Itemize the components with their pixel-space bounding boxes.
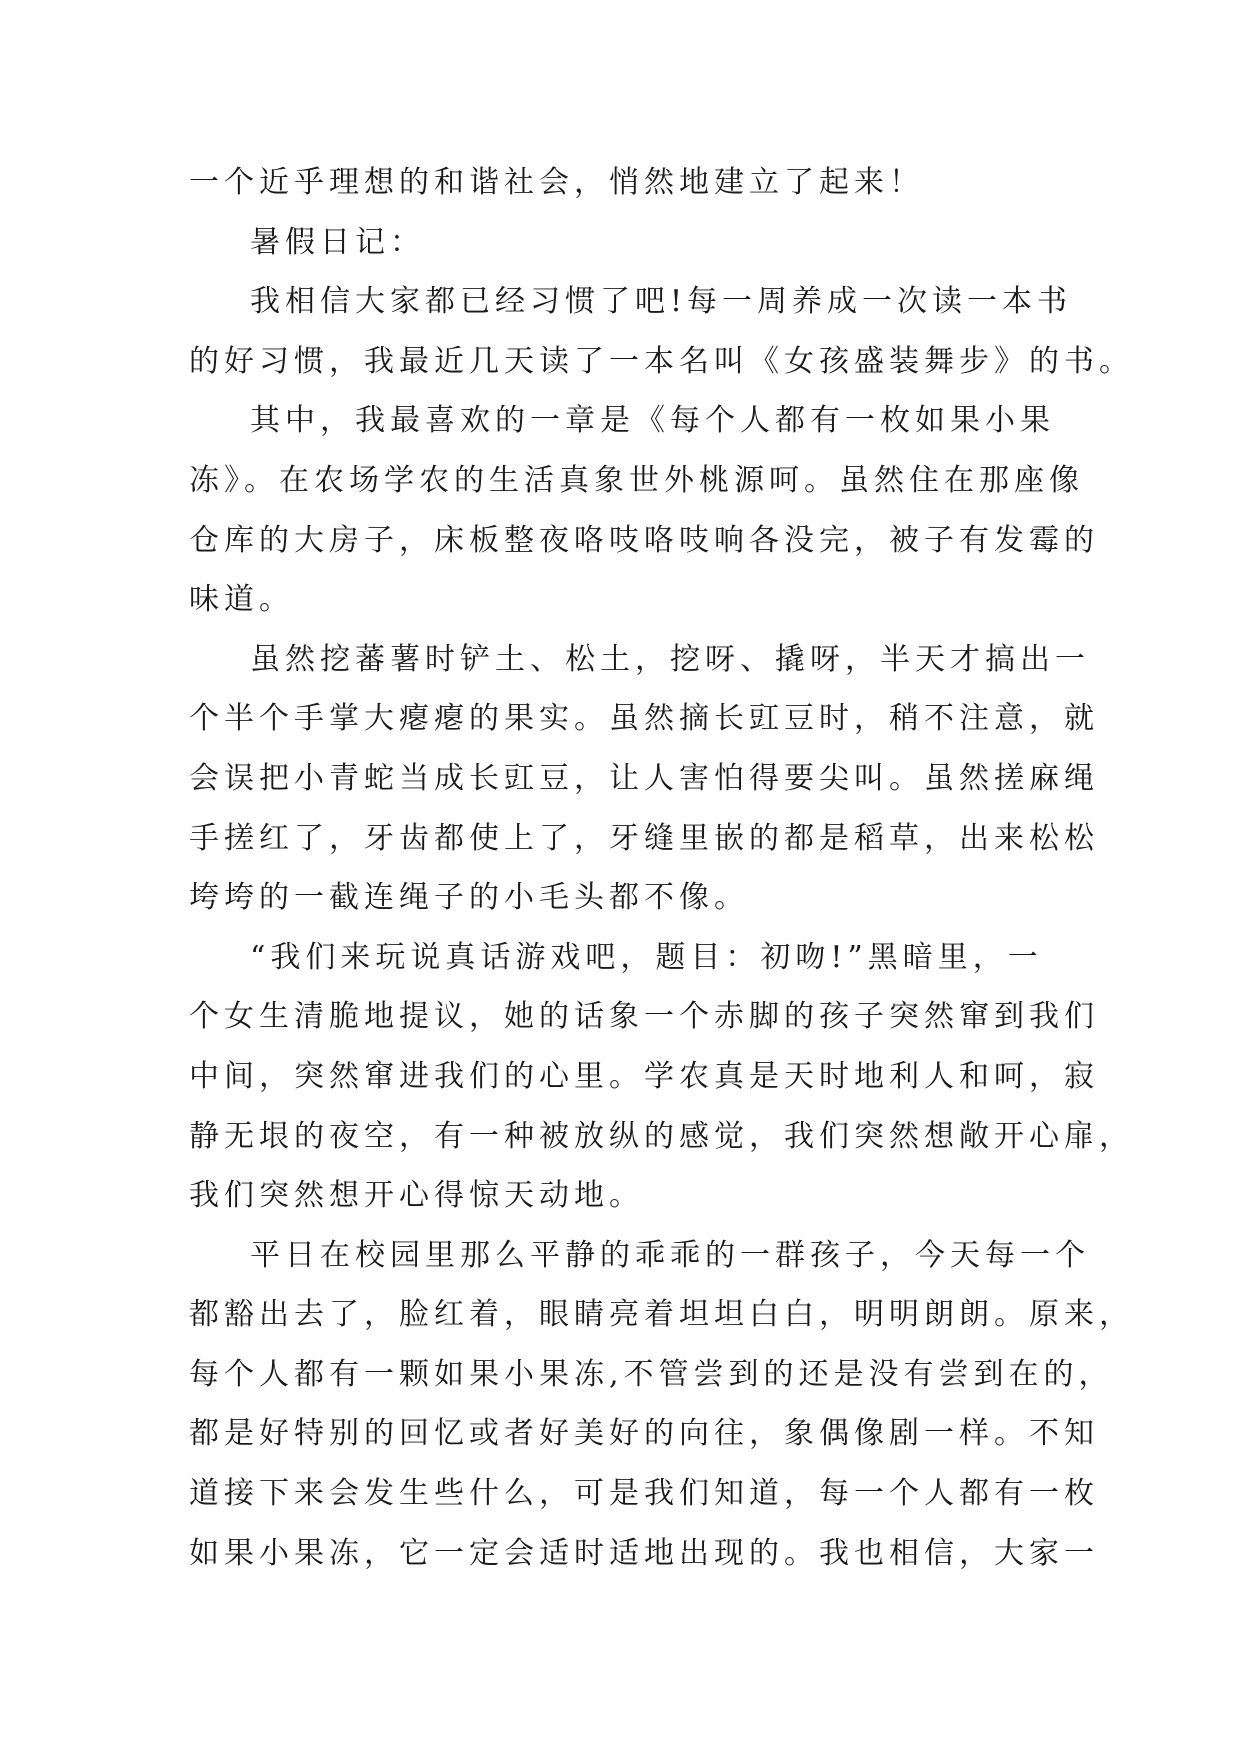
text-line: 虽然挖蕃薯时铲土、松土，挖呀、撬呀，半天才搞出一 [250,641,1090,677]
text-line: 每个人都有一颗如果小果冻,不管尝到的还是没有尝到在的， [189,1356,1114,1392]
paragraph [189,213,1051,273]
paragraph [189,630,1099,928]
text-line: 我相信大家都已经习惯了吧!每一周养成一次读一本书 [250,284,1073,320]
text-line: 我们突然想开心得惊天动地。 [189,1178,644,1214]
paragraph [189,153,1051,213]
text-line: 的好习惯，我最近几天读了一本名叫《女孩盛装舞步》的书。 [189,343,1134,379]
text-line: 平日在校园里那么平静的乖乖的一群孩子，今天每一个 [250,1237,1090,1273]
text-line: 手搓红了，牙齿都使上了，牙缝里嵌的都是稻草，出来松松 [189,820,1099,856]
text-line: 如果小果冻，它一定会适时适地出现的。我也相信，大家一 [189,1535,1099,1571]
paragraph [189,1226,1134,1584]
text-line: 其中，我最喜欢的一章是《每个人都有一枚如果小果 [250,403,1055,439]
text-line: 垮垮的一截连绳子的小毛头都不像。 [189,880,749,916]
text-line: “我们来玩说真话游戏吧，题目：初吻!”黑暗里，一 [250,939,1043,975]
text-line: 会误把小青蛇当成长豇豆，让人害怕得要尖叫。虽然搓麻绳 [189,760,1099,796]
document-body [189,153,1134,1583]
text-line: 都豁出去了，脸红着，眼睛亮着坦坦白白，明明朗朗。原来， [189,1297,1134,1333]
text-line: 都是好特别的回忆或者好美好的向往，象偶像剧一样。不知 [189,1416,1099,1452]
text-line: 静无垠的夜空，有一种被放纵的感觉，我们突然想敞开心扉， [189,1118,1134,1154]
text-line: 冻》。在农场学农的生活真象世外桃源呵。虽然住在那座像 [189,462,1084,498]
paragraph [189,928,1134,1226]
text-line: 中间，突然窜进我们的心里。学农真是天时地利人和呵，寂 [189,1058,1099,1094]
text-line: 一个近乎理想的和谐社会，悄然地建立了起来！ [189,165,924,200]
text-line: 道接下来会发生些什么，可是我们知道，每一个人都有一枚 [189,1476,1099,1512]
text-line: 个女生清脆地提议，她的话象一个赤脚的孩子突然窜到我们 [189,999,1099,1035]
text-line: 味道。 [189,582,294,618]
text-line: 仓库的大房子，床板整夜咯吱咯吱响各没完，被子有发霉的 [189,522,1099,558]
text-line: 暑假日记： [250,224,425,260]
text-line: 个半个手掌大瘪瘪的果实。虽然摘长豇豆时，稍不注意，就 [189,701,1099,737]
paragraph [189,391,1099,629]
paragraph [189,272,1134,391]
